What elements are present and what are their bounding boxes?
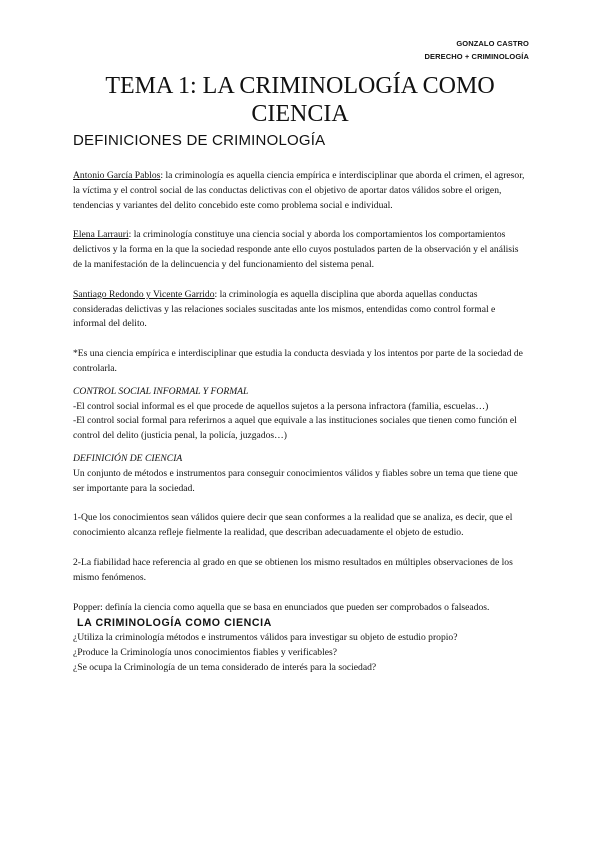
definicion-ciencia-heading: DEFINICIÓN DE CIENCIA bbox=[73, 452, 183, 464]
summary-note: *Es una ciencia empírica e interdisciplinar que estudia la conducta desviada y los intentos por parte de la sociedad de controlarla. bbox=[73, 348, 523, 374]
definition-text: : la criminología es aquella ciencia empírica e interdisciplinar que aborda el crimen, el agresor, la víctima y el control social de las conductas delictivas con el objetivo de aportar datos válidos sobre el origen, tendencias y variantes del delito concebido este como problema social e individual. bbox=[73, 170, 525, 211]
definition-paragraph bbox=[73, 228, 529, 272]
definition-text: : la criminología constituye una ciencia social y aborda los comportamientos los comportamientos delictivos y la forma en la que la sociedad responde ante ello cuyos postulados parten de la observación y el análisis de la manifestación de la delincuencia y del funcionamiento del sistema penal. bbox=[73, 229, 519, 270]
definicion-point-1: 1-Que los conocimientos sean válidos quiere decir que sean conformes a la realidad que se analiza, es decir, que el conocimiento alcanza refleje fielmente la realidad, que describan adecuadamente el objeto de estudio. bbox=[73, 512, 513, 539]
control-social-heading: CONTROL SOCIAL INFORMAL Y FORMAL bbox=[73, 385, 249, 397]
control-social-item: -El control social informal es el que procede de aquellos sujetos a la persona infractora (familia, escuelas…) bbox=[73, 400, 489, 412]
definition-author: Antonio García Pablos bbox=[73, 170, 161, 181]
control-social-item: -El control social formal para referirnos a aquel que equivale a las instituciones sociales que tienen como función el control del delito (justicia penal, la policía, juzgados…) bbox=[73, 415, 517, 442]
document-title: TEMA 1: LA CRIMINOLOGÍA COMO CIENCIA bbox=[105, 73, 495, 127]
header-author: GONZALO CASTRO bbox=[456, 39, 529, 48]
criminologia-ciencia-heading: LA CRIMINOLOGÍA COMO CIENCIA bbox=[77, 617, 272, 630]
definicion-point-2: 2-La fiabilidad hace referencia al grado en que se obtienen los mismo resultados en múltiples observaciones de los mismo fenómenos. bbox=[73, 556, 513, 583]
question-item: ¿Produce la Criminología unos conocimientos fiables y verificables? bbox=[73, 647, 338, 659]
header-subject: DERECHO + CRIMINOLOGÍA bbox=[424, 51, 529, 61]
definition-paragraph bbox=[73, 169, 529, 213]
definition-paragraph bbox=[73, 288, 529, 332]
definition-text: : la criminología es aquella disciplina que aborda aquellas conductas consideradas delictivas y las relaciones sociales suscitadas ante los mismos, entendidas como control formal e informal del delito. bbox=[73, 288, 496, 330]
question-item: ¿Se ocupa la Criminología de un tema considerado de interés para la sociedad? bbox=[73, 661, 377, 673]
page-header bbox=[425, 38, 530, 63]
definition-author: Santiago Redondo y Vicente Garrido bbox=[73, 288, 215, 300]
question-item: ¿Utiliza la criminología métodos e instrumentos válidos para investigar su objeto de estudio propio? bbox=[73, 632, 458, 644]
popper-note: Popper: definía la ciencia como aquella que se basa en enunciados que pueden ser comprobados o falseados. bbox=[73, 601, 490, 613]
definicion-ciencia-text: Un conjunto de métodos e instrumentos para conseguir conocimientos válidos y fiables sobre un tema que tiene que ser importante para la sociedad. bbox=[73, 467, 518, 494]
definition-author: Elena Larrauri bbox=[73, 229, 129, 241]
section-title: DEFINICIONES DE CRIMINOLOGÍA bbox=[73, 132, 326, 149]
document-body bbox=[73, 169, 529, 676]
